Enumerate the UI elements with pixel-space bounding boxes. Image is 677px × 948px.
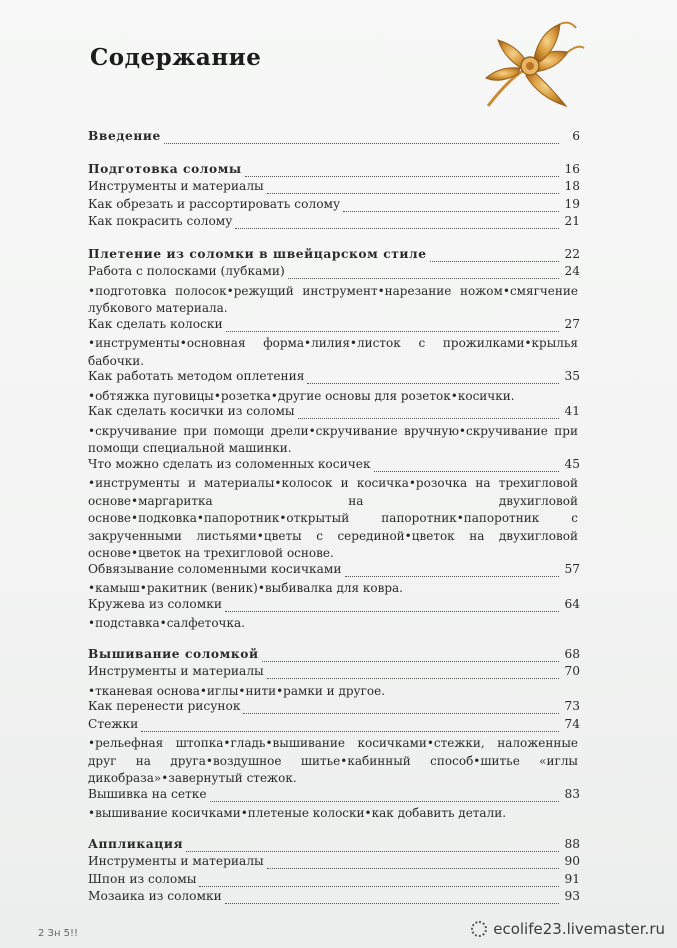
toc-label: Кружева из соломки <box>88 596 222 611</box>
toc-subtopics: •инструменты•основная форма•лилия•листок с прожилками•крылья бабочки. <box>88 336 578 368</box>
toc-section[interactable] <box>88 248 580 266</box>
toc-label: Инструменты и материалы <box>88 179 264 193</box>
dot-leader <box>374 461 559 472</box>
toc-item[interactable] <box>88 265 580 283</box>
dot-leader <box>225 893 559 904</box>
toc-section[interactable] <box>88 648 580 666</box>
toc-page-number: 35 <box>564 369 580 383</box>
toc-page-number: 21 <box>564 214 580 228</box>
toc-label: Введение <box>88 129 161 143</box>
toc-label: Как покрасить солому <box>88 214 233 228</box>
dot-leader <box>343 201 559 212</box>
dot-leader <box>141 721 559 732</box>
toc-page-number: 90 <box>564 854 580 868</box>
page-title: Содержание <box>90 44 262 71</box>
toc-page-number: 18 <box>564 179 580 193</box>
toc-label: Что можно сделать из соломенных косичек <box>88 456 371 471</box>
toc-item[interactable] <box>88 215 580 233</box>
toc-section[interactable] <box>88 838 580 856</box>
toc-page-number: 74 <box>564 716 580 731</box>
section-gap <box>88 233 580 248</box>
toc-page-number: 24 <box>564 264 580 278</box>
livemaster-logo-icon <box>471 921 487 937</box>
toc-label: Как сделать колоски <box>88 316 223 331</box>
toc-section[interactable] <box>88 130 580 148</box>
toc-label: Подготовка соломы <box>88 161 242 176</box>
toc-label: Инструменты и материалы <box>88 854 264 868</box>
dot-leader <box>164 133 559 144</box>
toc-item[interactable] <box>88 890 580 908</box>
toc-item[interactable] <box>88 370 580 388</box>
table-of-contents <box>88 130 580 908</box>
dot-leader <box>210 791 559 802</box>
dot-leader <box>345 566 560 577</box>
toc-subtopics: •тканевая основа•иглы•нити•рамки и другое. <box>88 683 386 698</box>
toc-subtopics: •скручивание при помощи дрели•скручивание вручную•скручивание при помощи специальной машинки. <box>88 423 578 455</box>
toc-subtopics: •подготовка полосок•режущий инструмент•нарезание ножом•смягчение лубкового материала. <box>88 283 578 315</box>
toc-label: Вышивание соломкой <box>88 646 259 661</box>
dot-leader <box>298 408 559 419</box>
dot-leader <box>430 251 559 262</box>
dot-leader <box>186 841 559 852</box>
toc-item[interactable] <box>88 598 580 616</box>
toc-item[interactable] <box>88 718 580 736</box>
toc-page-number: 64 <box>564 596 580 611</box>
toc-item[interactable] <box>88 405 580 423</box>
watermark <box>471 920 665 938</box>
dot-leader <box>235 218 559 229</box>
dot-leader <box>226 321 559 332</box>
toc-page-number: 22 <box>564 246 580 261</box>
toc-page-number: 70 <box>564 664 580 678</box>
toc-label: Как сделать косички из соломы <box>88 404 295 418</box>
dot-leader <box>267 183 559 194</box>
straw-flower-illustration <box>478 18 590 114</box>
toc-section[interactable] <box>88 163 580 181</box>
dot-leader <box>225 601 559 612</box>
watermark-text: ecolife23.livemaster.ru <box>493 920 665 938</box>
toc-page-number: 68 <box>564 646 580 661</box>
dot-leader <box>243 703 559 714</box>
dot-leader <box>288 268 559 279</box>
toc-subtopics: •вышивание косичками•плетеные колоски•как добавить детали. <box>88 806 507 820</box>
toc-page-number: 45 <box>564 456 580 471</box>
toc-subtopics: •подставка•салфеточка. <box>88 616 245 630</box>
toc-label: Мозаика из соломки <box>88 889 222 903</box>
toc-label: Обвязывание соломенными косичками <box>88 561 342 576</box>
toc-item[interactable] <box>88 873 580 891</box>
toc-item[interactable] <box>88 700 580 718</box>
dot-leader <box>307 373 559 384</box>
toc-item[interactable] <box>88 318 580 336</box>
toc-subtopics: •обтяжка пуговицы•розетка•другие основы для розеток•косички. <box>88 388 515 403</box>
dot-leader <box>267 858 559 869</box>
toc-item[interactable] <box>88 198 580 216</box>
dot-leader <box>267 668 559 679</box>
toc-item[interactable] <box>88 665 580 683</box>
toc-label: Вышивка на сетке <box>88 786 207 801</box>
toc-label: Как обрезать и рассортировать солому <box>88 196 341 211</box>
toc-subtopics: •камыш•ракитник (веник)•выбивалка для ковра. <box>88 581 403 595</box>
toc-label: Плетение из соломки в швейцарском стиле <box>88 246 427 261</box>
toc-page-number: 16 <box>564 161 580 176</box>
toc-item[interactable] <box>88 855 580 873</box>
toc-label: Инструменты и материалы <box>88 664 264 678</box>
toc-page-number: 88 <box>564 836 580 851</box>
section-gap <box>88 148 580 163</box>
toc-label: Как перенести рисунок <box>88 699 241 713</box>
toc-item[interactable] <box>88 180 580 198</box>
toc-page-number: 93 <box>564 889 580 903</box>
toc-page-number: 6 <box>572 129 580 143</box>
toc-page-number: 41 <box>564 404 580 418</box>
section-gap <box>88 633 580 648</box>
toc-item[interactable] <box>88 458 580 476</box>
dot-leader <box>199 876 559 887</box>
toc-page-number: 73 <box>564 699 580 713</box>
section-gap <box>88 823 580 838</box>
dot-leader <box>262 651 559 662</box>
toc-label: Шпон из соломы <box>88 871 197 886</box>
toc-page-number: 27 <box>564 316 580 331</box>
page-footer: 2 Зн 5!! <box>38 928 79 939</box>
toc-subtopics: •рельефная штопка•гладь•вышивание косичками•стежки, наложенные друг на друга•воздушное шитье•кабинный способ•шитье «иглы дикобраза»•завернутый стежок. <box>88 736 578 785</box>
toc-page-number: 91 <box>564 871 580 886</box>
toc-item[interactable] <box>88 563 580 581</box>
dot-leader <box>245 166 559 177</box>
toc-page-number: 19 <box>564 196 580 211</box>
toc-subtopics: •инструменты и материалы•колосок и косичка•розочка на трехигловой основе•маргаритка на двухигловой основе•подковка•папоротник•открытый папоротник•папоротник с закрученными листьями•цветы с серединой•цветок на двухигловой основе•цветок на трехигловой основе. <box>88 476 578 560</box>
toc-label: Стежки <box>88 716 139 731</box>
toc-item[interactable] <box>88 788 580 806</box>
toc-page-number: 83 <box>564 786 580 801</box>
toc-page-number: 57 <box>564 561 580 576</box>
toc-label: Как работать методом оплетения <box>88 369 305 383</box>
toc-label: Работа с полосками (лубками) <box>88 264 285 278</box>
toc-label: Аппликация <box>88 836 184 851</box>
